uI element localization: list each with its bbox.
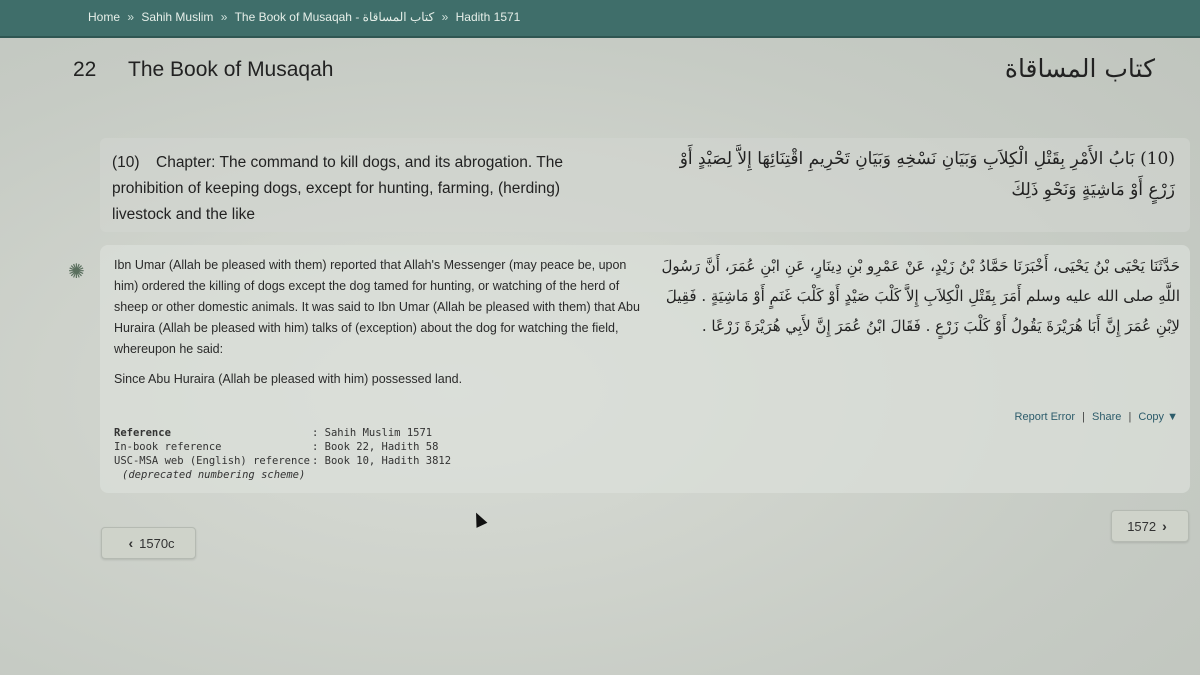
breadcrumb-separator: » <box>220 10 228 24</box>
hadith-panel <box>68 245 1190 493</box>
hadith-actions <box>1015 411 1178 423</box>
breadcrumb <box>88 10 520 24</box>
previous-hadith-button[interactable] <box>101 527 196 559</box>
chapter-english-text: Chapter: The command to kill dogs, and its abrogation. The prohibition of keeping dogs, except for hunting, farming, (herding) livestock and the like <box>112 154 563 223</box>
reference-block <box>114 426 451 482</box>
chevron-right-icon: › <box>1162 518 1167 534</box>
chapter-number: (10) <box>112 154 140 171</box>
breadcrumb-hadith: Hadith 1571 <box>455 10 521 24</box>
chapter-english <box>112 150 612 228</box>
report-error-link[interactable]: Report Error <box>1014 411 1076 423</box>
share-link[interactable]: Share <box>1092 411 1122 423</box>
in-book-reference-label: In-book reference <box>114 441 222 453</box>
hadith-english-paragraph: Ibn Umar (Allah be pleased with them) reported that Allah's Messenger (may peace be, upon him) ordered the killing of dogs except the dog tamed for hunting, or watching of the herd of sheep or other domestic animals. It was said to Ibn Umar (Allah be pleased with them) that Abu Huraira (Allah be pleased with him) talks of (exception) about the dog for watching the field, whereupon he said: <box>114 258 640 356</box>
chapter-arabic: (10) بَابُ الأَمْرِ بِقَتْلِ الْكِلاَبِ وَبَيَانِ نَسْخِهِ وَبَيَانِ تَحْرِيمِ اقْتِنَائِهَا إِلاَّ لِصَيْدٍ أَوْ زَرْعٍ أَوْ مَاشِيَةٍ وَنَحْوِ ذَلِكَ <box>679 149 1175 200</box>
breadcrumb-separator: » <box>441 10 449 24</box>
hadith-english-paragraph: Since Abu Huraira (Allah be pleased with him) possessed land. <box>114 372 463 386</box>
next-hadith-label: 1572 <box>1127 518 1157 534</box>
action-separator: | <box>1128 411 1132 423</box>
chevron-left-icon: ‹ <box>128 535 134 551</box>
action-separator: | <box>1082 411 1085 423</box>
breadcrumb-collection[interactable]: Sahih Muslim <box>141 10 214 24</box>
chapter-panel <box>100 138 1190 232</box>
hadith-english <box>114 255 644 399</box>
reference-value: : Sahih Muslim 1571 <box>312 427 433 439</box>
mouse-cursor-icon <box>471 510 488 528</box>
breadcrumb-home[interactable]: Home <box>88 10 121 24</box>
previous-hadith-label: 1570c <box>139 535 175 551</box>
breadcrumb-book[interactable]: The Book of Musaqah - كتاب المساقاة <box>234 10 435 24</box>
breadcrumb-separator: » <box>127 10 135 24</box>
hadith-arabic: حَدَّثَنَا يَحْيَى بْنُ يَحْيَى، أَخْبَرَنَا حَمَّادُ بْنُ زَيْدٍ، عَنْ عَمْرِو بْنِ دِينَارٍ، عَنِ ابْنِ عُمَرَ، أَنَّ رَسُولَ اللَّهِ صلى الله عليه وسلم أَمَرَ بِقَتْلِ الْكِلاَبِ إِلاَّ كَلْبَ صَيْدٍ أَوْ كَلْبَ غَنَمٍ أَوْ مَاشِيَةٍ ‏.‏ فَقِيلَ لاِبْنِ عُمَرَ إِنَّ أَبَا هُرَيْرَةَ يَقُولُ أَوْ كَلْبَ زَرْعٍ ‏.‏ فَقَالَ ابْنُ عُمَرَ إِنَّ لأَبِي هُرَيْرَةَ زَرْعًا ‏.‏ <box>661 257 1180 335</box>
hadith-ornament-icon: ✺ <box>68 261 85 283</box>
reference-label: Reference <box>114 427 171 439</box>
usc-msa-reference-label: USC-MSA web (English) reference <box>114 455 310 467</box>
book-number: 22 <box>73 58 97 81</box>
in-book-reference-value: : Book 22, Hadith 58 <box>312 441 439 453</box>
next-hadith-button[interactable] <box>1111 510 1189 542</box>
usc-msa-reference-value: : Book 10, Hadith 3812 <box>312 455 452 467</box>
copy-dropdown[interactable]: Copy ▼ <box>1138 411 1178 423</box>
book-title: The Book of Musaqah <box>128 58 334 81</box>
top-bar <box>0 0 1200 38</box>
book-arabic-title: كتاب المساقاة <box>1004 54 1155 83</box>
deprecated-note: (deprecated numbering scheme) <box>122 469 306 481</box>
